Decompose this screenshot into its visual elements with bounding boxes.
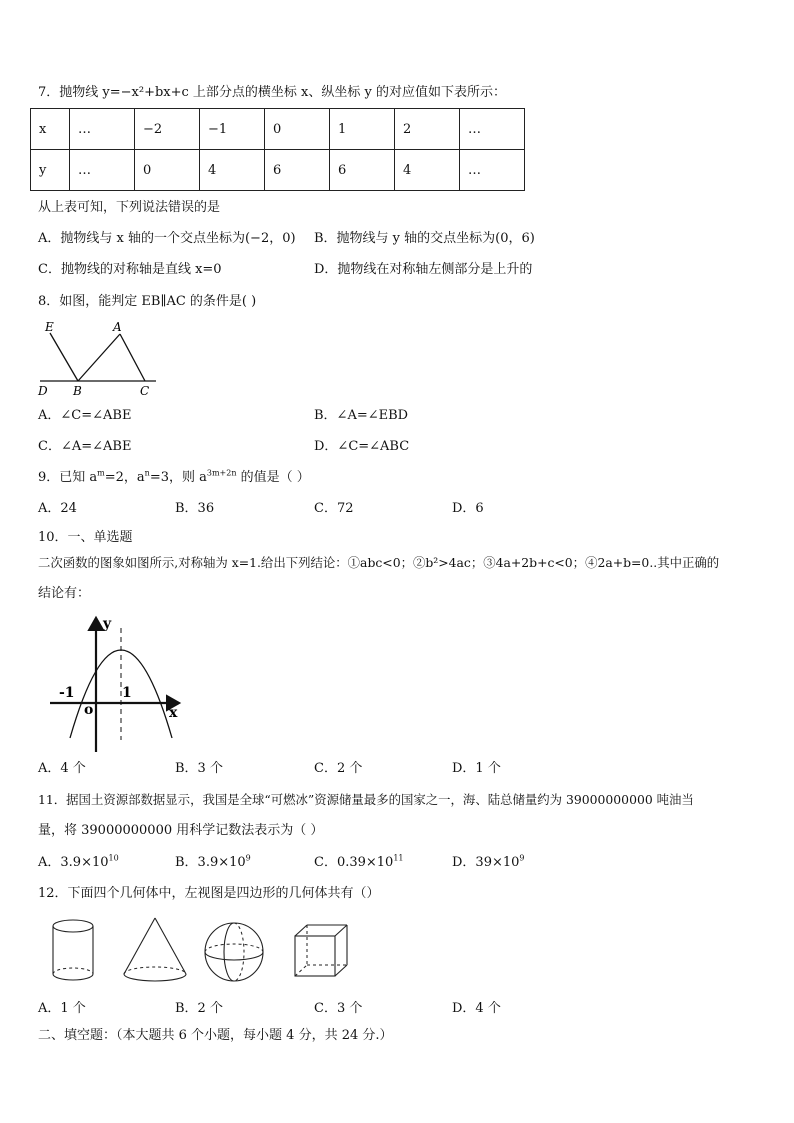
q7-prompt: 从上表可知，下列说法错误的是 xyxy=(38,200,221,215)
table-cell: … xyxy=(70,109,135,150)
q10-option-a[interactable]: A．4 个 xyxy=(38,761,86,776)
table-cell: x xyxy=(31,109,70,150)
table-cell: 0 xyxy=(135,150,200,191)
label-c: C xyxy=(140,384,150,398)
label-y: y xyxy=(103,616,112,632)
option-exponent: 10 xyxy=(108,853,119,863)
q9-stem xyxy=(38,469,310,487)
label-a: A xyxy=(113,320,122,334)
q12-option-a[interactable]: A．1 个 xyxy=(38,1001,86,1016)
q9-text: =2，a xyxy=(104,470,145,485)
option-text: A．3.9×10 xyxy=(38,855,109,870)
table-row xyxy=(31,109,525,150)
table-cell: 4 xyxy=(395,150,460,191)
q11-option-a[interactable] xyxy=(38,854,119,872)
q10-option-c[interactable]: C．2 个 xyxy=(314,761,363,776)
q12-option-d[interactable]: D．4 个 xyxy=(452,1001,501,1016)
section-2-title: 二、填空题：（本大题共 6 个小题，每小题 4 分，共 24 分.） xyxy=(38,1028,393,1043)
q7-value-table xyxy=(30,108,525,191)
q10-header: 10．一、单选题 xyxy=(38,530,133,545)
table-cell: 2 xyxy=(395,109,460,150)
q9-text: 的值是（ ） xyxy=(236,470,310,485)
q7-option-b[interactable]: B．抛物线与 y 轴的交点坐标为(0，6) xyxy=(314,231,535,246)
label-neg-one: -1 xyxy=(59,685,75,701)
option-exponent: 9 xyxy=(519,853,525,863)
q10-parabola-graph xyxy=(45,614,195,754)
q9-option-c[interactable]: C．72 xyxy=(314,501,354,516)
q9-option-a[interactable]: A．24 xyxy=(38,501,77,516)
q9-text: 9．已知 a xyxy=(38,470,98,485)
q8-option-d[interactable]: D．∠C=∠ABC xyxy=(314,439,410,454)
option-text: D．39×10 xyxy=(452,855,520,870)
q10-stem-line2: 结论有： xyxy=(38,586,91,601)
line-ba xyxy=(78,334,120,381)
table-row xyxy=(31,150,525,191)
table-cell: … xyxy=(70,150,135,191)
q9-text: =3，则 a xyxy=(149,470,207,485)
table-cell: 4 xyxy=(200,150,265,191)
table-cell: 1 xyxy=(330,109,395,150)
q8-option-c[interactable]: C．∠A=∠ABE xyxy=(38,439,132,454)
q7-option-a[interactable]: A．抛物线与 x 轴的一个交点坐标为(−2，0) xyxy=(38,231,296,246)
q11-stem-line1: 11．据国土资源部数据显示，我国是全球“可燃冰”资源储量最多的国家之一，海、陆总储量约为 39000000000 吨油当 xyxy=(38,792,694,807)
line-eb xyxy=(50,333,78,381)
q7-option-d[interactable]: D．抛物线在对称轴左侧部分是上升的 xyxy=(314,262,533,277)
line-ac xyxy=(120,334,145,381)
q10-option-d[interactable]: D．1 个 xyxy=(452,761,501,776)
q10-stem-line1: 二次函数的图象如图所示,对称轴为 x=1.给出下列结论：①abc<0；②b²>4ac；③4a+2b+c<0；④2a+b=0..其中正确的 xyxy=(38,555,720,570)
label-one: 1 xyxy=(122,685,132,701)
label-x: x xyxy=(169,705,178,721)
option-exponent: 9 xyxy=(245,853,251,863)
q9-sup: 3m+2n xyxy=(206,468,237,478)
q7-stem: 7．抛物线 y=−x²+bx+c 上部分点的横坐标 x、纵坐标 y 的对应值如下表所示： xyxy=(38,85,507,100)
sphere-icon xyxy=(205,923,263,981)
option-exponent: 11 xyxy=(393,853,404,863)
table-cell: 6 xyxy=(330,150,395,191)
label-b: B xyxy=(73,384,82,398)
q9-sup: m xyxy=(97,468,105,478)
q9-sup: n xyxy=(144,468,150,478)
label-e: E xyxy=(45,320,54,334)
q11-stem-line2: 量，将 39000000000 用科学记数法表示为（ ） xyxy=(38,823,324,838)
q8-option-a[interactable]: A．∠C=∠ABE xyxy=(38,408,132,423)
q8-option-b[interactable]: B．∠A=∠EBD xyxy=(314,408,409,423)
q7-option-c[interactable]: C．抛物线的对称轴是直线 x=0 xyxy=(38,262,222,277)
q10-option-b[interactable]: B．3 个 xyxy=(175,761,223,776)
table-cell: −1 xyxy=(200,109,265,150)
q11-option-c[interactable] xyxy=(314,854,404,872)
q11-option-b[interactable] xyxy=(175,854,251,872)
option-text: B．3.9×10 xyxy=(175,855,246,870)
cube-icon xyxy=(295,925,347,976)
q11-option-d[interactable] xyxy=(452,854,525,872)
q12-option-c[interactable]: C．3 个 xyxy=(314,1001,363,1016)
option-text: C．0.39×10 xyxy=(314,855,394,870)
q8-stem: 8．如图，能判定 EB∥AC 的条件是( ) xyxy=(38,294,257,309)
table-cell: −2 xyxy=(135,109,200,150)
q12-stem: 12．下面四个几何体中，左视图是四边形的几何体共有（） xyxy=(38,886,380,901)
q12-solids-figure xyxy=(40,912,360,987)
q8-triangle-figure xyxy=(36,320,166,400)
q9-option-d[interactable]: D．6 xyxy=(452,501,484,516)
label-origin: o xyxy=(84,702,94,718)
label-d: D xyxy=(38,384,48,398)
table-cell: y xyxy=(31,150,70,191)
table-cell: … xyxy=(460,109,525,150)
table-cell: … xyxy=(460,150,525,191)
q9-option-b[interactable]: B．36 xyxy=(175,501,215,516)
table-cell: 6 xyxy=(265,150,330,191)
cone-icon xyxy=(124,918,186,981)
table-cell: 0 xyxy=(265,109,330,150)
q12-option-b[interactable]: B．2 个 xyxy=(175,1001,223,1016)
cylinder-icon xyxy=(53,920,93,980)
